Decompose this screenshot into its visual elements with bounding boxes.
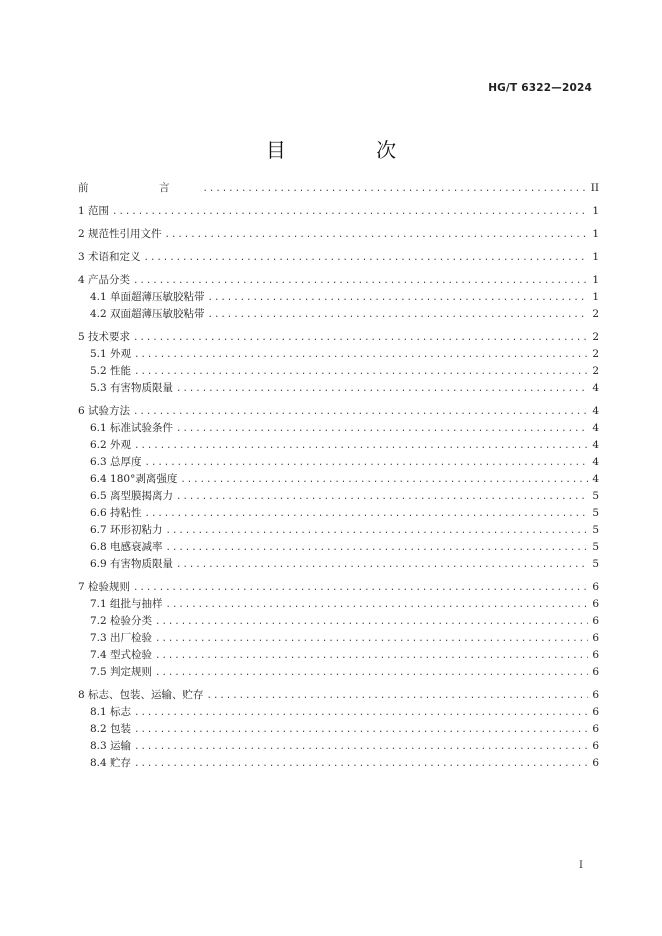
toc-entry-label: 前 言 (78, 182, 200, 194)
toc-entry-page: 1 (592, 291, 599, 303)
toc-entry[interactable] (78, 613, 599, 630)
toc-entry[interactable] (78, 346, 599, 363)
toc-dot-leader (207, 688, 588, 705)
toc-entry-label: 6.9 有害物质限量 (90, 558, 174, 570)
toc-entry-page: 5 (592, 507, 599, 519)
toc-entry-label: 7.3 出厂检验 (90, 632, 153, 644)
toc-entry[interactable] (78, 505, 599, 522)
toc-entry-label: 5 技术要求 (78, 331, 131, 343)
toc-dot-leader (180, 472, 588, 489)
toc-dot-leader (134, 438, 588, 455)
toc-entry-page: 6 (592, 649, 599, 661)
toc-entry-page: 4 (592, 456, 599, 468)
toc-entry-label: 6.4 180°剥离强度 (90, 473, 178, 485)
toc-entry-label: 6.5 离型膜揭离力 (90, 490, 174, 502)
toc-entry[interactable] (78, 403, 599, 420)
toc-entry-page: 6 (592, 740, 599, 752)
toc-entry-label: 2 规范性引用文件 (78, 228, 162, 240)
toc-entry-page: 5 (592, 541, 599, 553)
toc-entry[interactable] (78, 522, 599, 539)
toc-entry-label: 8.1 标志 (90, 706, 132, 718)
toc-dot-leader (144, 250, 588, 267)
toc-entry[interactable] (78, 437, 599, 454)
toc-dot-leader (176, 381, 588, 398)
toc-dot-leader (145, 506, 588, 523)
toc-dot-leader (155, 665, 588, 682)
toc-entry-page: 5 (592, 490, 599, 502)
toc-dot-leader (134, 705, 588, 722)
toc-entry-page: 2 (592, 365, 599, 377)
toc-entry-label: 8.4 贮存 (90, 757, 132, 769)
toc-entry[interactable] (78, 721, 599, 738)
toc-entry[interactable] (78, 738, 599, 755)
toc-entry[interactable] (78, 203, 599, 220)
toc-dot-leader (133, 273, 588, 290)
toc-entry-label: 7 检验规则 (78, 581, 131, 593)
toc-entry-label: 8 标志、包装、运输、贮存 (78, 689, 204, 701)
toc-dot-leader (134, 364, 588, 381)
toc-entry-label: 1 范围 (78, 205, 110, 217)
toc-dot-leader (208, 307, 588, 324)
toc-entry-label: 6.2 外观 (90, 439, 132, 451)
toc-entry-page: 6 (592, 666, 599, 678)
toc-entry[interactable] (78, 704, 599, 721)
toc-dot-leader (203, 181, 588, 198)
toc-entry-page: 6 (592, 757, 599, 769)
toc-entry-label: 5.3 有害物质限量 (90, 382, 174, 394)
toc-entry[interactable] (78, 272, 599, 289)
toc-entry-page: II (590, 182, 599, 194)
toc-dot-leader (176, 421, 588, 438)
toc-entry-page: 4 (592, 382, 599, 394)
toc-entry[interactable] (78, 454, 599, 471)
toc-entry-page: 6 (592, 689, 599, 701)
toc-entry-page: 6 (592, 632, 599, 644)
toc-dot-leader (134, 739, 588, 756)
toc-entry-page: 1 (592, 274, 599, 286)
toc-entry-label: 4.2 双面超薄压敏胶粘带 (90, 308, 205, 320)
toc-entry-label: 4.1 单面超薄压敏胶粘带 (90, 291, 205, 303)
toc-entry-page: 1 (592, 251, 599, 263)
toc-entry-label: 7.5 判定规则 (90, 666, 153, 678)
toc-entry-label: 8.2 包装 (90, 723, 132, 735)
toc-entry[interactable] (78, 596, 599, 613)
toc-entry-label: 3 术语和定义 (78, 251, 141, 263)
toc-entry-label: 6.6 持粘性 (90, 507, 142, 519)
toc-entry[interactable] (78, 630, 599, 647)
toc-entry[interactable] (78, 687, 599, 704)
toc-entry-label: 6.7 环形初粘力 (90, 524, 163, 536)
toc-entry-page: 6 (592, 598, 599, 610)
toc-entry-page: 2 (592, 308, 599, 320)
toc-dot-leader (134, 347, 588, 364)
toc-entry[interactable] (78, 471, 599, 488)
toc-dot-leader (145, 455, 588, 472)
toc-entry-label: 7.4 型式检验 (90, 649, 153, 661)
toc-dot-leader (134, 722, 588, 739)
toc-dot-leader (133, 330, 588, 347)
standard-code: HG/T 6322—2024 (488, 82, 592, 94)
toc-entry[interactable] (78, 306, 599, 323)
toc-dot-leader (112, 204, 588, 221)
toc-entry-page: 4 (592, 473, 599, 485)
toc-entry-label: 6.3 总厚度 (90, 456, 142, 468)
toc-dot-leader (208, 290, 588, 307)
toc-dot-leader (155, 648, 588, 665)
toc-entry[interactable] (78, 420, 599, 437)
toc-dot-leader (176, 557, 588, 574)
page-number: I (579, 860, 583, 871)
toc-entry[interactable] (78, 539, 599, 556)
toc-dot-leader (133, 580, 588, 597)
toc-dot-leader (166, 523, 588, 540)
toc-entry-page: 6 (592, 706, 599, 718)
toc-entry-label: 7.1 组批与抽样 (90, 598, 163, 610)
toc-entry-page: 6 (592, 581, 599, 593)
toc-dot-leader (176, 489, 588, 506)
toc-entry-label: 4 产品分类 (78, 274, 131, 286)
toc-entry[interactable] (78, 755, 599, 772)
toc-entry[interactable] (78, 380, 599, 397)
toc-entry[interactable] (78, 329, 599, 346)
toc-entry-page: 5 (592, 524, 599, 536)
toc-entry[interactable] (78, 289, 599, 306)
toc-entry[interactable] (78, 664, 599, 681)
toc-entry-label: 5.1 外观 (90, 348, 132, 360)
toc-entry-page: 6 (592, 723, 599, 735)
toc-dot-leader (166, 540, 588, 557)
toc-entry-label: 8.3 运输 (90, 740, 132, 752)
toc-entry-label: 6.1 标准试验条件 (90, 422, 174, 434)
toc-entry[interactable] (78, 249, 599, 266)
toc-entry[interactable] (78, 226, 599, 243)
toc-entry-label: 6.8 电感衰减率 (90, 541, 163, 553)
table-of-contents (78, 180, 599, 772)
toc-entry-page: 4 (592, 422, 599, 434)
toc-entry[interactable] (78, 556, 599, 573)
page-title: 目 次 (265, 138, 439, 162)
toc-entry[interactable] (78, 488, 599, 505)
toc-dot-leader (155, 631, 588, 648)
toc-entry-page: 1 (592, 228, 599, 240)
toc-entry-page: 1 (592, 205, 599, 217)
toc-entry-label: 6 试验方法 (78, 405, 131, 417)
toc-entry-page: 2 (592, 348, 599, 360)
toc-entry-label: 5.2 性能 (90, 365, 132, 377)
toc-entry[interactable] (78, 180, 599, 197)
toc-entry[interactable] (78, 363, 599, 380)
toc-dot-leader (133, 404, 588, 421)
toc-entry-page: 2 (592, 331, 599, 343)
toc-dot-leader (165, 227, 588, 244)
toc-dot-leader (155, 614, 588, 631)
toc-entry-page: 4 (592, 439, 599, 451)
toc-entry-page: 4 (592, 405, 599, 417)
toc-entry[interactable] (78, 647, 599, 664)
toc-dot-leader (166, 597, 588, 614)
toc-dot-leader (134, 756, 588, 773)
toc-entry[interactable] (78, 579, 599, 596)
toc-entry-page: 6 (592, 615, 599, 627)
toc-entry-label: 7.2 检验分类 (90, 615, 153, 627)
toc-entry-page: 5 (592, 558, 599, 570)
